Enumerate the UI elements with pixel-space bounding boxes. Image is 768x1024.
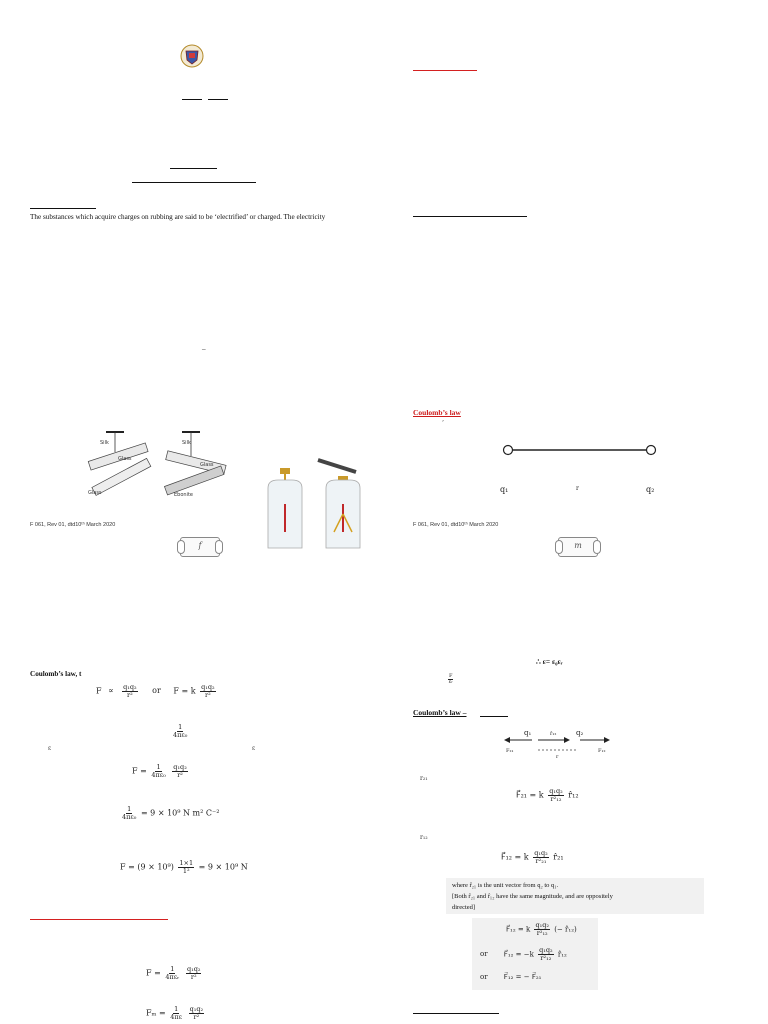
eq4-den: 1² (182, 866, 190, 875)
vlabel-r12: r̂₁₂ (550, 731, 557, 737)
equation-newton-third (480, 973, 541, 981)
equation-k-value (120, 806, 219, 821)
scroll-label-right: m (574, 541, 582, 550)
label-q1: q₁ (500, 485, 509, 494)
scroll-banner-icon (180, 537, 220, 557)
red-heading-rule-right (413, 70, 477, 71)
header-rule-4 (132, 182, 256, 183)
vlabel-F12: F₁₂ (598, 748, 606, 754)
scroll-label: f (198, 541, 202, 550)
eq6-den2: r² (193, 1012, 200, 1021)
eq3-den: 4πε₀ (122, 812, 137, 821)
equation-F21 (516, 788, 579, 803)
eq5-num2: q₁q₂ (186, 965, 201, 973)
equation-F12-minus-k (480, 947, 567, 962)
bottom-rule-right (413, 1013, 499, 1014)
section-rule-right (413, 216, 527, 217)
eqC-rhs: (− r̂₁₂) (554, 925, 577, 934)
fig-label-ebonite: Ebonite (174, 492, 193, 498)
vlabel-r: r (556, 754, 559, 760)
equation-F12 (501, 850, 564, 865)
eqB-den: r²₂₁ (535, 856, 547, 865)
footer-right: F 061, Rev 01, dtd10ᵗʰ March 2020 (413, 522, 499, 528)
epsilon-mark-1: ε (48, 745, 52, 752)
eqC-num: q₁q₂ (535, 921, 549, 929)
eqA-lhs: F⃗₂₁ = k (516, 790, 544, 800)
electrified-rods-figure (82, 428, 232, 508)
eqE-body: F⃗₁₂ = − F⃗₂₁ (503, 973, 542, 981)
header-rule-3 (170, 168, 217, 169)
eqB-num: q₁q₂ (534, 849, 548, 857)
eqD-num: q₁q₂ (539, 946, 553, 954)
eqA-den: r²₁₂ (550, 794, 562, 803)
note-line-2: [Both r̂₂₁ and r̂₁₂ have the same magnitude, and are oppositely (452, 893, 613, 900)
r12-label: r₁₂ (420, 834, 428, 841)
eq6-num2: q₁q₂ (189, 1005, 204, 1013)
note-line-3: directed] (452, 904, 476, 911)
section-heading-rule (30, 208, 96, 209)
scroll-banner-icon-right (558, 537, 598, 557)
fig-label-silk-1: Silk (100, 440, 109, 446)
equation-coulomb-vacuum (132, 764, 190, 779)
eqB-lhs: F⃗₁₂ = k (501, 852, 529, 862)
kfrac-den: 4πε₀ (173, 730, 188, 739)
eq1-num2: q₁q₂ (201, 683, 215, 691)
vector-heading-rule (480, 716, 508, 717)
eq1-or: or (152, 686, 161, 696)
eqB-rhs: r̂₂₁ (553, 852, 564, 862)
eq5-num: 1 (170, 965, 175, 973)
eq2-den2: r² (177, 770, 183, 779)
eq4-lhs: F = (9 × 10⁹) (120, 862, 174, 872)
eq4-num: 1×1 (179, 859, 194, 867)
sfrac-den: εᵣ (448, 679, 453, 686)
eq3-rhs: = 9 × 10⁹ N m² C⁻² (140, 808, 220, 818)
fig-label-silk-2: Silk (182, 440, 191, 446)
equation-proportional (96, 684, 218, 699)
fig-label-glass-3: Glass (200, 462, 214, 468)
note-line-1: where r̂₂₁ is the unit vector from q₂ to q₁. (452, 882, 559, 889)
eq6-lhs: Fₘ = (146, 1008, 166, 1018)
equation-medium (146, 966, 203, 981)
header-rule-2 (208, 99, 228, 100)
eq2-lhs: F = (132, 766, 147, 776)
eqC-lhs: F⃗₁₂ = k (506, 925, 531, 934)
charge-q2-icon (647, 446, 656, 455)
vector-force-figure (500, 726, 616, 760)
red-heading-rule-left (30, 919, 168, 920)
eqA-num: q₁q₂ (549, 787, 563, 795)
eqA-rhs: r̂₁₂ (568, 790, 579, 800)
header-rule-1 (182, 99, 202, 100)
epsilon-mark-2: ε (252, 745, 256, 752)
vlabel-F21: F₂₁ (506, 748, 514, 754)
dash-mark: – (202, 345, 206, 353)
fig-label-glass-1: Glass (118, 456, 132, 462)
eq6-num: 1 (174, 1005, 179, 1013)
equation-unit-charge (120, 860, 248, 875)
eq1-den: r² (126, 690, 133, 699)
eqD-pre: or (480, 950, 488, 959)
eqE-pre: or (480, 973, 488, 981)
small-fraction (446, 674, 455, 686)
tick-mark: ’ (442, 420, 444, 427)
k-fraction (171, 724, 189, 739)
institution-emblem-icon (180, 44, 204, 68)
label-q2: q₂ (646, 485, 655, 494)
intro-paragraph: The substances which acquire charges on rubbing are said to be ‘electrified’ or charged. The electricity (30, 213, 326, 221)
eq5-den: 4πεᵣ (165, 972, 180, 981)
epsilon-relation: ∴ ε= ε₀εᵣ (536, 657, 563, 666)
label-r: r (576, 485, 579, 492)
sfrac-num: F (449, 673, 453, 679)
equation-medium-force (146, 1006, 206, 1021)
coulomb-law-heading: Coulomb’s law (413, 408, 461, 417)
eq3-num: 1 (127, 805, 132, 813)
electroscope-figure (264, 452, 368, 552)
eq1-F: F (96, 686, 102, 696)
eq4-rhs: = 9 × 10⁹ N (198, 862, 248, 872)
footer-left: F 061, Rev 01, dtd10ᵗʰ March 2020 (30, 522, 116, 528)
eq2-num: 1 (156, 763, 161, 771)
equation-F12-neg (506, 922, 577, 937)
vector-form-heading: Coulomb’s law – (413, 708, 467, 717)
eq2-num2: q₁q₂ (173, 763, 187, 771)
r21-label: r₂₁ (420, 775, 428, 782)
vlabel-q1: q₁ (524, 729, 532, 737)
coulomb-intro: Coulomb’s law, t (30, 670, 82, 678)
eq5-den2: r² (190, 972, 197, 981)
charge-q1-icon (504, 446, 513, 455)
eqC-den: r²₁₂ (536, 928, 548, 937)
eq1-prop: ∝ (108, 686, 114, 696)
fig-label-glass-2: Glass (88, 490, 102, 496)
eq2-den: 4πε₀ (151, 770, 166, 779)
two-charges-figure (498, 440, 664, 496)
eqD-rhs: r̂₁₂ (557, 950, 567, 959)
eqD-lhs: F⃗₁₂ = −k (503, 950, 534, 959)
eq1-den2: r² (205, 690, 211, 699)
eqD-den: r²₁₂ (540, 953, 552, 962)
vlabel-q2: q₂ (576, 729, 584, 737)
eq1-F2: F = k (173, 686, 196, 696)
kfrac-num: 1 (178, 723, 183, 731)
eq1-num: q₁q₂ (123, 683, 137, 691)
eq5-lhs: F = (146, 968, 161, 978)
eq6-den: 4πε (170, 1012, 183, 1021)
